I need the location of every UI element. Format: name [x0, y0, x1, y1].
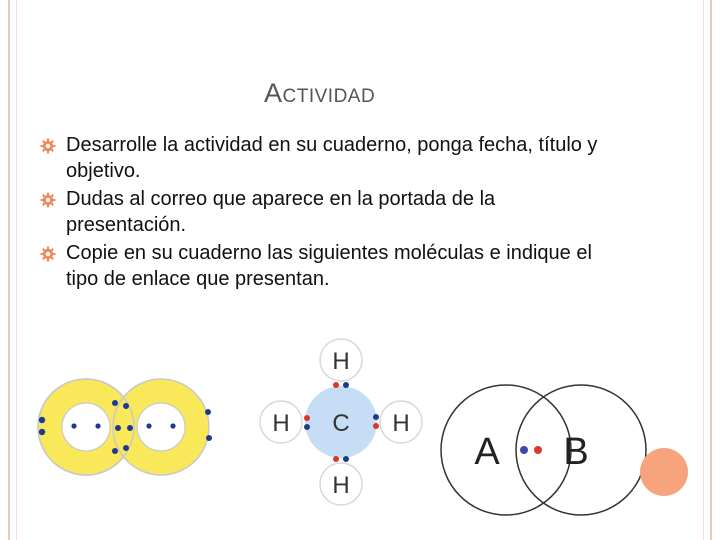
venn-label-b: B	[563, 431, 589, 473]
bullet-text: Copie en su cuaderno las siguientes moléculas e indique el tipo de enlace que presentan.	[66, 242, 592, 290]
lewis-methane-diagram	[260, 339, 422, 505]
bullet-item	[40, 186, 620, 238]
decorative-circle	[640, 448, 688, 496]
slide-title	[264, 78, 375, 109]
venn-label-a: A	[474, 431, 500, 473]
lewis-left-h: H	[272, 410, 290, 437]
bullet-text: Dudas al correo que aparece en la portada de la presentación.	[66, 188, 496, 236]
venn-ab-diagram	[441, 385, 646, 515]
gear-icon	[40, 192, 56, 208]
bullet-item	[40, 240, 620, 292]
molecule-figures	[28, 338, 700, 538]
bullet-text: Desarrolle la actividad en su cuaderno, ponga fecha, título y objetivo.	[66, 134, 598, 182]
gear-icon	[40, 246, 56, 262]
lewis-center-c: C	[332, 410, 350, 437]
lewis-top-h: H	[332, 348, 350, 375]
gear-icon	[40, 138, 56, 154]
bullet-list	[40, 132, 620, 294]
lewis-bottom-h: H	[332, 472, 350, 499]
title-rest: CTIVIDAD	[282, 86, 376, 107]
diatomic-shell-diagram	[38, 379, 212, 475]
bullet-item	[40, 132, 620, 184]
title-capital: A	[264, 78, 283, 108]
lewis-right-h: H	[392, 410, 410, 437]
